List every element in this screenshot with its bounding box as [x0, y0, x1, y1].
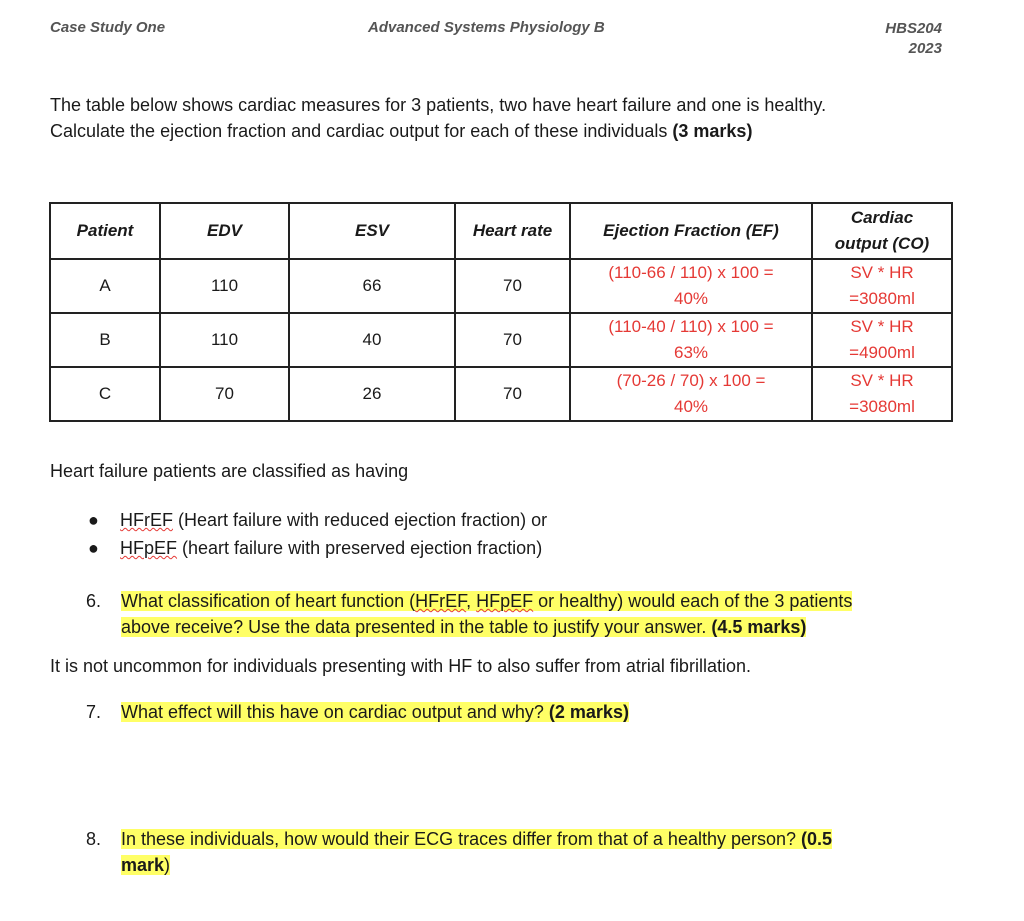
co-calc: SV * HR [850, 263, 914, 282]
q6-line-2 [121, 617, 806, 637]
cell-edv: 110 [160, 259, 289, 313]
header-unit-title: Advanced Systems Physiology B [368, 19, 605, 36]
header-code: HBS204 [885, 20, 942, 37]
cell-hr: 70 [455, 259, 570, 313]
bullet-icon: ● [88, 510, 99, 530]
q6-line-1 [121, 591, 852, 611]
header-patient: Patient [50, 203, 160, 259]
header-co-line1: Cardiac [850, 208, 914, 227]
cell-hr: 70 [455, 313, 570, 367]
classification-list [88, 506, 547, 562]
intro-paragraph [50, 92, 950, 144]
q6-marks: (4.5 marks) [711, 617, 807, 637]
af-statement: It is not uncommon for individuals presenting with HF to also suffer from atrial fibrillation. [50, 656, 751, 676]
term-hfref: HFrEF [415, 591, 467, 611]
table-row [50, 259, 952, 313]
header-unit-code [885, 19, 942, 59]
header-year: 2023 [908, 40, 942, 57]
q8-line-2 [121, 855, 170, 875]
intro-line-2 [50, 118, 950, 144]
q7-line [121, 702, 629, 722]
ef-result: 40% [673, 397, 709, 416]
ef-calc: (110-66 / 110) x 100 = [608, 263, 774, 282]
list-item [88, 534, 547, 562]
header-esv: ESV [289, 203, 455, 259]
question-8 [86, 826, 916, 878]
q8-line-1 [121, 829, 832, 849]
q6-comma: , [466, 591, 477, 611]
cell-co [812, 367, 952, 421]
question-text [121, 588, 946, 640]
ef-result: 63% [673, 343, 709, 362]
header-ejection-fraction: Ejection Fraction (EF) [570, 203, 812, 259]
cell-patient: B [50, 313, 160, 367]
cell-edv: 70 [160, 367, 289, 421]
table-row [50, 367, 952, 421]
cell-co [812, 313, 952, 367]
cardiac-measures-table [49, 202, 953, 422]
intro-marks: (3 marks) [672, 121, 753, 141]
term-description: (heart failure with preserved ejection fraction) [177, 538, 543, 558]
q8-close: ) [164, 855, 171, 875]
bullet-icon: ● [88, 538, 99, 558]
cell-patient: A [50, 259, 160, 313]
cell-ef [570, 367, 812, 421]
q8-text: In these individuals, how would their ECG traces differ from that of a healthy person? [121, 829, 802, 849]
q7-marks: (2 marks) [548, 702, 629, 722]
q8-marks-b: mark [121, 855, 165, 875]
table-row [50, 313, 952, 367]
q6-text-a: What classification of heart function ( [121, 591, 416, 611]
term-description: (Heart failure with reduced ejection fraction) or [173, 510, 548, 530]
cell-ef [570, 259, 812, 313]
cell-esv: 40 [289, 313, 455, 367]
cell-edv: 110 [160, 313, 289, 367]
co-result: =3080ml [849, 289, 915, 308]
cell-esv: 66 [289, 259, 455, 313]
co-calc: SV * HR [850, 317, 914, 336]
ef-result: 40% [673, 289, 709, 308]
question-number: 8. [86, 829, 102, 849]
table-header-row [50, 203, 952, 259]
header-course-label: Case Study One [50, 19, 166, 36]
co-calc: SV * HR [850, 371, 914, 390]
q7-text: What effect will this have on cardiac output and why? [121, 702, 549, 722]
cell-hr: 70 [455, 367, 570, 421]
header-heart-rate: Heart rate [455, 203, 570, 259]
co-result: =4900ml [849, 343, 915, 362]
q6-text-b: or healthy) would each of the 3 patients [533, 591, 853, 611]
list-item [88, 506, 547, 534]
term-hfpef: HFpEF [120, 538, 178, 558]
cell-co [812, 259, 952, 313]
cell-ef [570, 313, 812, 367]
ef-calc: (110-40 / 110) x 100 = [608, 317, 774, 336]
cell-patient: C [50, 367, 160, 421]
question-text [121, 699, 629, 725]
question-text [121, 826, 916, 878]
intro-instruction: Calculate the ejection fraction and cardiac output for each of these individuals [50, 121, 673, 141]
question-6 [86, 588, 946, 640]
header-cardiac-output [812, 203, 952, 259]
q6-text-c: above receive? Use the data presented in the table to justify your answer. [121, 617, 712, 637]
q8-marks-a: (0.5 [801, 829, 833, 849]
header-co-line2: output (CO) [834, 234, 930, 253]
intro-line-1: The table below shows cardiac measures for 3 patients, two have heart failure and one is healthy. [50, 95, 827, 115]
question-7 [86, 699, 629, 725]
term-hfref: HFrEF [120, 510, 173, 530]
classification-heading: Heart failure patients are classified as having [50, 461, 409, 481]
cell-esv: 26 [289, 367, 455, 421]
question-number: 6. [86, 591, 102, 611]
question-number: 7. [86, 702, 102, 722]
co-result: =3080ml [849, 397, 915, 416]
term-hfpef: HFpEF [476, 591, 534, 611]
header-edv: EDV [160, 203, 289, 259]
ef-calc: (70-26 / 70) x 100 = [616, 371, 766, 390]
